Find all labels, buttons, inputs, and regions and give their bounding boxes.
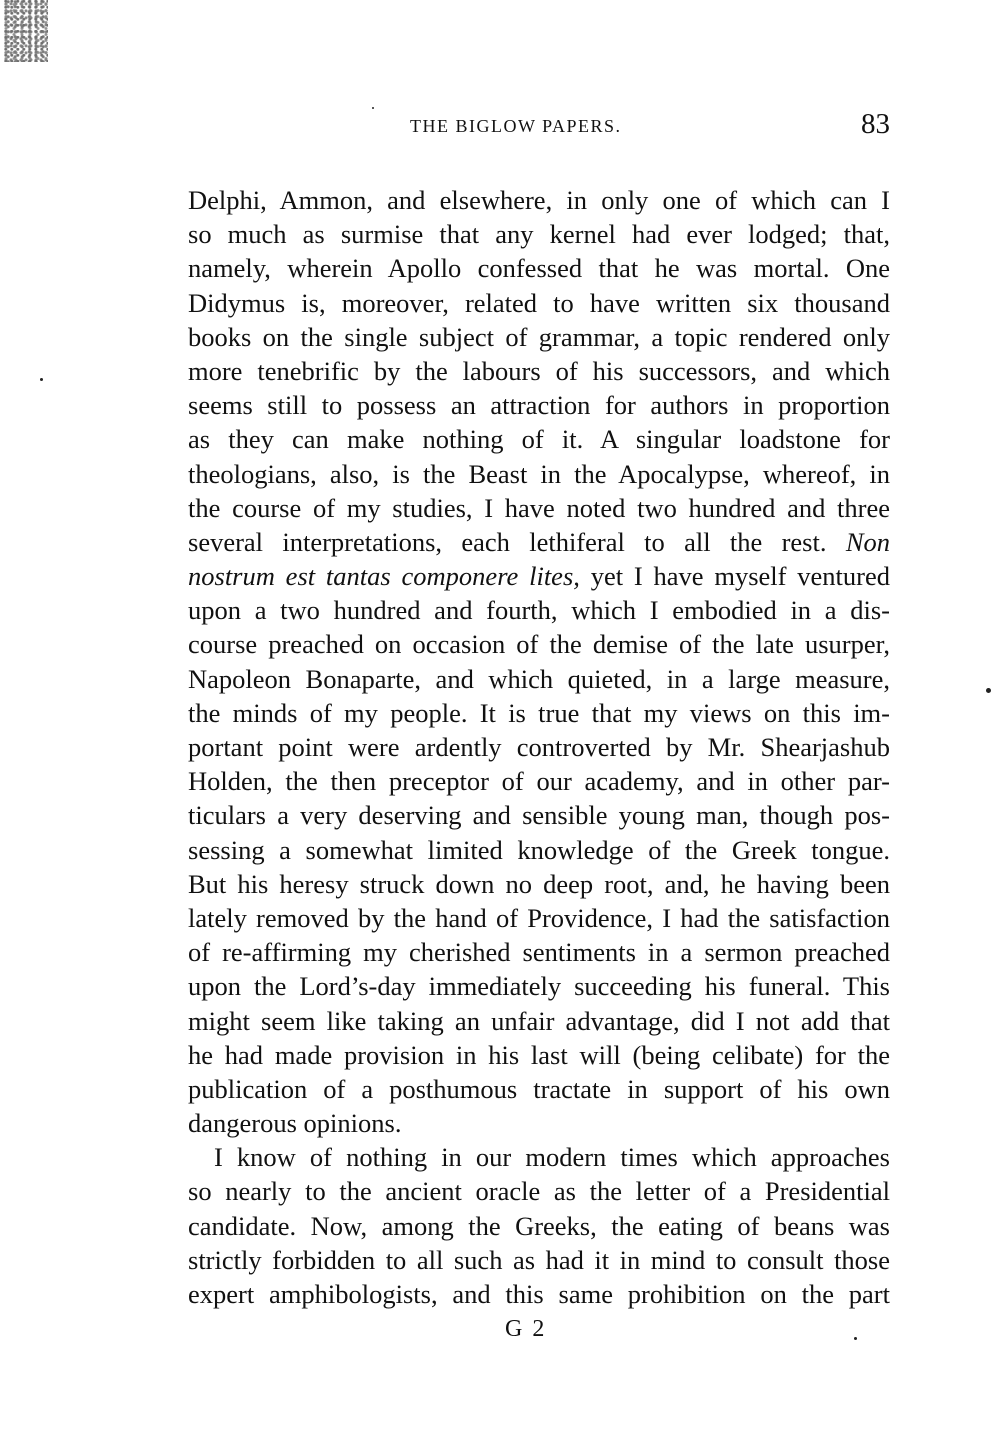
text-line: I know of nothing in our modern times which approaches	[214, 1142, 890, 1173]
text-line: of re-affirming my cherished sentiments in a sermon preached	[188, 937, 890, 968]
running-head: THE BIGLOW PAPERS.	[410, 116, 622, 136]
page-header	[188, 108, 890, 148]
text-line: books on the single subject of grammar, a topic rendered only	[188, 321, 890, 352]
text-segment: several interpretations, each lethiferal to all the rest.	[188, 526, 827, 557]
text-line	[188, 559, 890, 593]
text-line: might seem like taking an unfair advantage, did I not add that	[188, 1005, 890, 1036]
text-line: he had made provision in his last will (being celibate) for the	[188, 1039, 890, 1070]
text-line: so much as surmise that any kernel had ever lodged; that,	[188, 219, 890, 250]
text-line: expert amphibologists, and this same prohibition on the part	[188, 1279, 890, 1309]
scan-speck	[372, 107, 374, 109]
text-line: Holden, the then preceptor of our academy, and in other par-	[188, 766, 890, 797]
text-line: namely, wherein Apollo confessed that he was mortal. One	[188, 253, 890, 284]
text-line: sessing a somewhat limited knowledge of the Greek tongue.	[188, 834, 890, 865]
latin-phrase: Non	[845, 526, 890, 557]
page-number: 83	[861, 108, 890, 140]
text-line: the course of my studies, I have noted two hundred and three	[188, 492, 890, 523]
text-line: as they can make nothing of it. A singular loadstone for	[188, 424, 890, 455]
text-line: upon the Lord’s-day immediately succeeding his funeral. This	[188, 971, 890, 1002]
text-line: lately removed by the hand of Providence, I had the satisfaction	[188, 902, 890, 933]
scan-speck	[4, 0, 48, 62]
text-line: publication of a posthumous tractate in support of his own	[188, 1073, 890, 1104]
text-line: upon a two hundred and fourth, which I embodied in a dis-	[188, 595, 890, 626]
body-text	[188, 183, 890, 1311]
text-line: so nearly to the ancient oracle as the letter of a Presidential	[188, 1176, 890, 1207]
text-line: candidate. Now, among the Greeks, the eating of beans was	[188, 1210, 890, 1241]
text-line: portant point were ardently controverted by Mr. Shearjashub	[188, 732, 890, 762]
scan-speck	[40, 378, 43, 381]
text-line: Napoleon Bonaparte, and which quieted, in a large measure,	[188, 663, 890, 694]
text-line: strictly forbidden to all such as had it in mind to consult those	[188, 1244, 890, 1275]
text-segment: yet I have myself ventured	[590, 561, 891, 592]
text-line: the minds of my people. It is true that my views on this im-	[188, 697, 890, 728]
scan-speck	[986, 688, 991, 693]
scan-speck	[854, 1337, 857, 1340]
text-line	[188, 525, 890, 559]
text-line: Didymus is, moreover, related to have written six thousand	[188, 287, 890, 318]
text-line: Delphi, Ammon, and elsewhere, in only one of which can I	[188, 185, 890, 215]
latin-phrase: nostrum est tantas componere lites,	[188, 561, 580, 592]
text-line: seems still to possess an attraction for authors in proportion	[188, 390, 890, 421]
text-line: But his heresy struck down no deep root, and, he having been	[188, 868, 890, 899]
text-line: theologians, also, is the Beast in the Apocalypse, whereof, in	[188, 458, 890, 489]
text-line: more tenebrific by the labours of his successors, and which	[188, 355, 890, 386]
text-line: dangerous opinions.	[188, 1108, 402, 1139]
signature-mark: G 2	[505, 1316, 547, 1342]
text-line: course preached on occasion of the demise of the late usurper,	[188, 629, 890, 660]
text-line: ticulars a very deserving and sensible young man, though pos-	[188, 800, 890, 831]
